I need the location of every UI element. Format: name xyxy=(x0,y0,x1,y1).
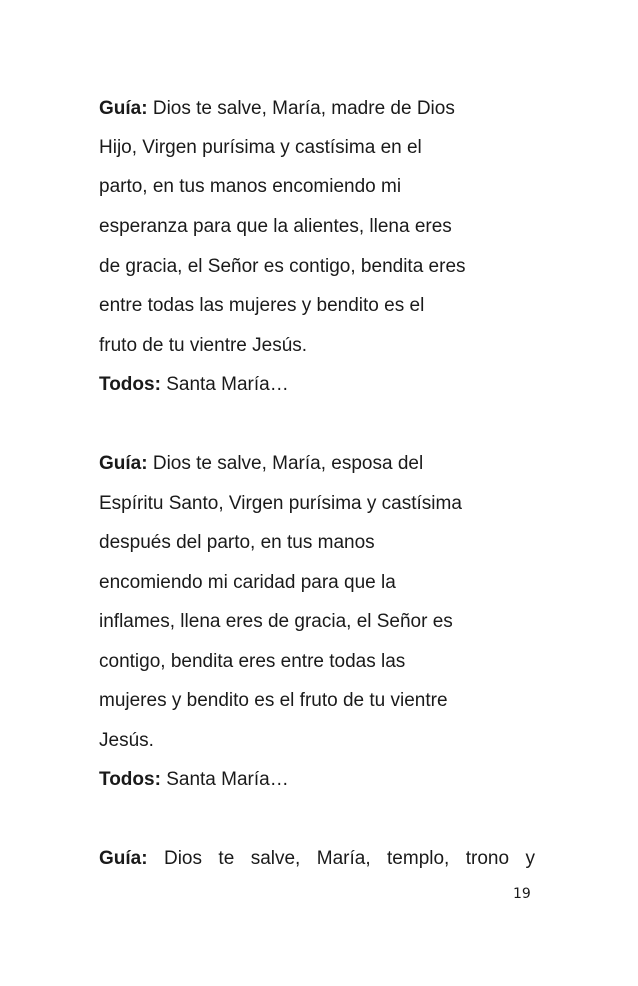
text-line: esperanza para que la alientes, llena eres xyxy=(99,216,452,237)
text-line xyxy=(99,453,423,475)
text-line: de gracia, el Señor es contigo, bendita eres xyxy=(99,256,466,277)
text-line: después del parto, en tus manos xyxy=(99,532,375,553)
text-line xyxy=(99,848,535,870)
speaker-label: Guía: xyxy=(99,453,148,474)
text-line: Espíritu Santo, Virgen purísima y castísima xyxy=(99,493,462,514)
text-line xyxy=(99,374,289,396)
speaker-label: Todos: xyxy=(99,374,161,395)
page-number: 19 xyxy=(513,886,531,902)
speaker-label: Guía: xyxy=(99,98,148,119)
speaker-label: Guía: xyxy=(99,848,148,869)
text-line: encomiendo mi caridad para que la xyxy=(99,572,396,593)
text-line: inflames, llena eres de gracia, el Señor es xyxy=(99,611,453,632)
line-text: Dios te salve, María, esposa del xyxy=(147,453,424,474)
text-line: entre todas las mujeres y bendito es el xyxy=(99,295,425,316)
text-line: mujeres y bendito es el fruto de tu vientre xyxy=(99,690,448,711)
line-text: Santa María… xyxy=(160,769,289,790)
text-line: contigo, bendita eres entre todas las xyxy=(99,651,406,672)
line-text: Dios te salve, María, templo, trono y xyxy=(147,848,535,869)
speaker-label: Todos: xyxy=(99,769,161,790)
line-text: Santa María… xyxy=(160,374,289,395)
line-text: Dios te salve, María, madre de Dios xyxy=(147,98,455,119)
text-line: parto, en tus manos encomiendo mi xyxy=(99,176,402,197)
text-line: fruto de tu vientre Jesús. xyxy=(99,335,308,356)
text-line: Jesús. xyxy=(99,730,154,751)
text-line xyxy=(99,769,289,791)
text-line: Hijo, Virgen purísima y castísima en el xyxy=(99,137,422,158)
text-line xyxy=(99,98,455,120)
